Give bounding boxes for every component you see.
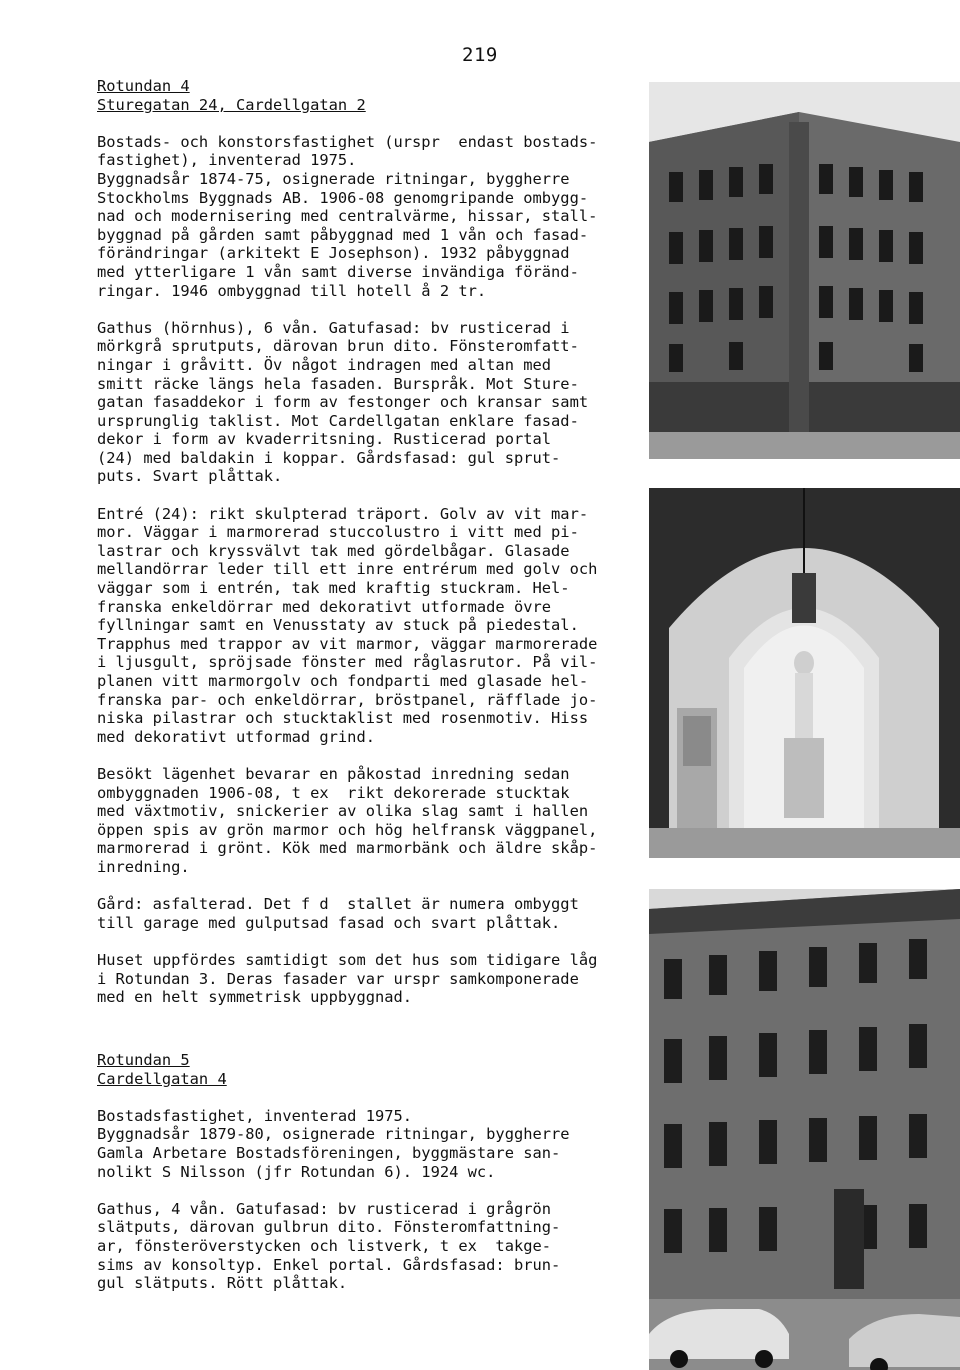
text-line: Huset uppfördes samtidigt som det hus som tidigare låg bbox=[97, 950, 598, 969]
section-heading: Rotundan 4 bbox=[97, 77, 190, 95]
text-line: Trapphus med trappor av vit marmor, väggar marmorerade bbox=[97, 634, 598, 653]
text-line: till garage med gulputsad fasad och svart plåttak. bbox=[97, 913, 561, 932]
text-line: ar, fönsteröverstycken och listverk, t ex takge- bbox=[97, 1236, 552, 1255]
text-line: nolikt S Nilsson (jfr Rotundan 6). 1924 wc. bbox=[97, 1162, 496, 1181]
text-line bbox=[97, 932, 642, 951]
text-line: fastighet), inventerad 1975. bbox=[97, 151, 357, 170]
page-number: 219 bbox=[462, 44, 498, 66]
text-line bbox=[97, 1088, 642, 1107]
text-line: Bostads- och konstorsfastighet (urspr endast bostads- bbox=[97, 132, 598, 151]
text-line: marmorerad i grönt. Kök med marmorbänk och äldre skåp- bbox=[97, 839, 598, 858]
text-line: (24) med baldakin i koppar. Gårdsfasad: gul sprut- bbox=[97, 448, 561, 467]
section-address: Cardellgatan 4 bbox=[97, 1069, 227, 1088]
text-line: Besökt lägenhet bevarar en påkostad inredning sedan bbox=[97, 764, 570, 783]
text-line: Gathus (hörnhus), 6 vån. Gatufasad: bv rusticerad i bbox=[97, 318, 570, 337]
text-line: dekor i form av kvaderritsning. Rusticerad portal bbox=[97, 430, 552, 449]
text-line bbox=[97, 746, 642, 765]
text-line: fyllningar samt en Venusstaty av stuck på piedestal. bbox=[97, 616, 579, 635]
text-line: Stockholms Byggnads AB. 1906-08 genomgripande ombygg- bbox=[97, 188, 589, 207]
entrance-hall-statue-photo-icon bbox=[649, 488, 960, 858]
street-facade-cars-photo-icon bbox=[649, 889, 960, 1370]
text-line: byggnad på gården samt påbyggnad med 1 vån och fasad- bbox=[97, 225, 589, 244]
text-line: Entré (24): rikt skulpterad träport. Golv av vit mar- bbox=[97, 504, 589, 523]
text-line bbox=[97, 877, 642, 896]
section-body bbox=[97, 114, 642, 1007]
corner-building-photo-icon bbox=[649, 82, 960, 459]
text-line: niska pilastrar och stucktaklist med rosenmotiv. Hiss bbox=[97, 709, 589, 728]
text-line: förändringar (arkitekt E Josephson). 1932 påbyggnad bbox=[97, 244, 570, 263]
text-line: ringar. 1946 ombyggnad till hotell å 2 tr. bbox=[97, 281, 487, 300]
text-line: sims av konsoltyp. Enkel portal. Gårdsfasad: brun- bbox=[97, 1255, 561, 1274]
text-line: franska par- och enkeldörrar, bröstpanel, räfflade jo- bbox=[97, 690, 598, 709]
text-line: inredning. bbox=[97, 857, 190, 876]
section-rotundan-4 bbox=[97, 77, 642, 1007]
section-rotundan-5 bbox=[97, 1051, 642, 1293]
text-line: i Rotundan 3. Deras fasader var urspr samkomponerade bbox=[97, 969, 579, 988]
text-line: Byggnadsår 1879-80, osignerade ritningar, byggherre bbox=[97, 1125, 570, 1144]
text-line: öppen spis av grön marmor och hög helfransk väggpanel, bbox=[97, 820, 598, 839]
text-line: Byggnadsår 1874-75, osignerade ritningar, byggherre bbox=[97, 169, 570, 188]
text-line: med dekorativt utformad grind. bbox=[97, 727, 375, 746]
text-line: med ytterligare 1 vån samt diverse invändiga föränd- bbox=[97, 262, 579, 281]
text-line: planen vitt marmorgolv och fondparti med glasade hel- bbox=[97, 672, 589, 690]
text-line: Bostadsfastighet, inventerad 1975. bbox=[97, 1106, 413, 1125]
text-line: smitt räcke längs hela fasaden. Burspråk. Mot Sture- bbox=[97, 374, 579, 393]
section-heading: Rotundan 5 bbox=[97, 1051, 190, 1069]
text-line: mörkgrå sprutputs, därovan brun dito. Fönsteromfatt- bbox=[97, 337, 579, 356]
text-line: med växtmotiv, snickerier av olika slag samt i hallen bbox=[97, 802, 589, 821]
text-line: franska enkeldörrar med dekorativt utformade övre bbox=[97, 597, 552, 616]
text-line: gatan fasaddekor i form av festonger och kransar samt bbox=[97, 393, 589, 412]
text-line: ningar i gråvitt. Öv något indragen med altan med bbox=[97, 355, 552, 374]
text-line: i ljusgult, spröjsade fönster med råglasrutor. På vil- bbox=[97, 653, 598, 672]
text-line: puts. Svart plåttak. bbox=[97, 467, 283, 486]
text-line: mellandörrar leder till ett inre entrérum med golv och bbox=[97, 560, 598, 579]
text-line: nad och modernisering med centralvärme, hissar, stall- bbox=[97, 207, 598, 226]
text-line: Gathus, 4 vån. Gatufasad: bv rusticerad i grågrön bbox=[97, 1199, 552, 1218]
section-address: Sturegatan 24, Cardellgatan 2 bbox=[97, 95, 366, 114]
text-line bbox=[97, 114, 642, 133]
text-line: lastrar och kryssvälvt tak med gördelbågar. Glasade bbox=[97, 541, 570, 560]
text-line bbox=[97, 300, 642, 319]
text-line: ombyggnaden 1906-08, t ex rikt dekorerade stucktak bbox=[97, 783, 570, 802]
text-line: slätputs, därovan gulbrun dito. Fönsteromfattning- bbox=[97, 1218, 561, 1237]
text-line: mor. Väggar i marmorerad stuccolustro i vitt med pi- bbox=[97, 523, 579, 542]
text-line: Gamla Arbetare Bostadsföreningen, byggmästare san- bbox=[97, 1143, 561, 1162]
text-line: Gård: asfalterad. Det f d stallet är numera ombyggt bbox=[97, 895, 579, 914]
text-line: väggar som i entrén, tak med kraftig stuckram. Hel- bbox=[97, 579, 570, 598]
text-line: med en helt symmetrisk uppbyggnad. bbox=[97, 988, 413, 1007]
section-body bbox=[97, 1088, 642, 1293]
text-line bbox=[97, 486, 642, 505]
text-line bbox=[97, 1181, 642, 1200]
text-line: gul slätputs. Rött plåttak. bbox=[97, 1274, 348, 1293]
text-line: ursprunglig taklist. Mot Cardellgatan enklare fasad- bbox=[97, 411, 579, 430]
